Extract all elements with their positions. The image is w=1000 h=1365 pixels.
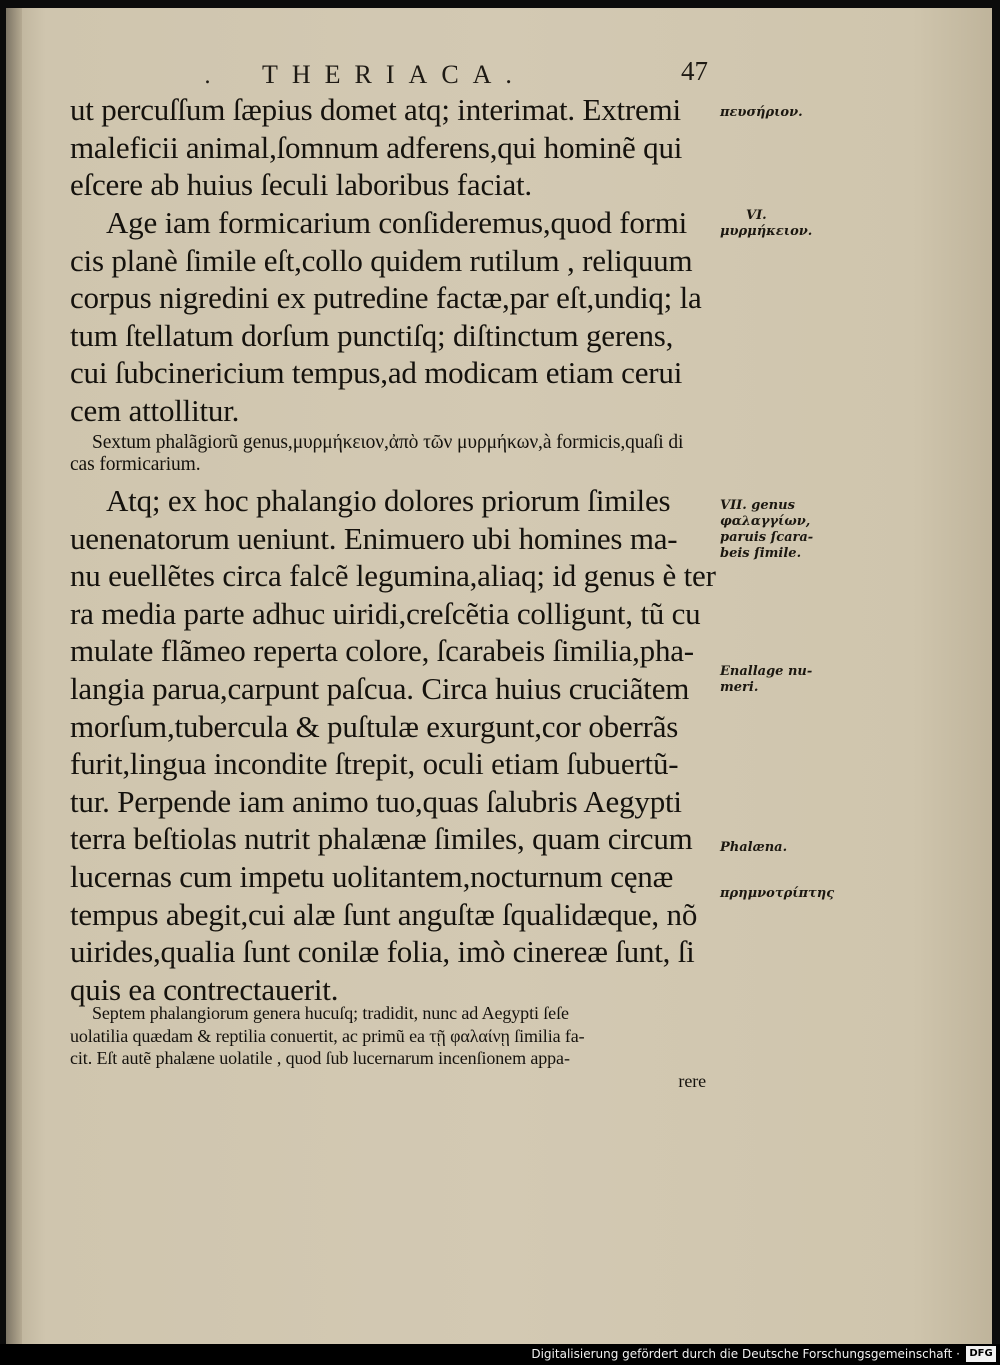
marginal-line: φαλαγγίων, bbox=[720, 514, 811, 529]
text-line: nu euellẽtes circa falcẽ legumina,aliaq; id genus è ter bbox=[70, 558, 716, 594]
text-line: uenenatorum ueniunt. Enimuero ubi homines ma- bbox=[70, 520, 678, 556]
text-line: cem attollitur. bbox=[70, 392, 240, 428]
marginal-line: VII. genus bbox=[720, 498, 795, 513]
page-number: 47 bbox=[681, 56, 708, 86]
paragraph-3 bbox=[70, 482, 720, 1008]
dfg-logo: DFG bbox=[966, 1346, 996, 1362]
marginal-line: VI. bbox=[746, 208, 767, 223]
funding-credit: Digitalisierung gefördert durch die Deutsche Forschungsgemeinschaft · bbox=[531, 1347, 960, 1361]
text-line: terra beſtiolas nutrit phalænæ ſimiles, quam circum bbox=[70, 821, 693, 857]
marginal-line: paruis ſcara- bbox=[720, 530, 814, 545]
text-line: lucernas cum impetu uolitantem,nocturnum cęnæ bbox=[70, 858, 674, 894]
text-line: uirides,qualia ſunt conilæ folia, imò cinereæ ſunt, ſi bbox=[70, 934, 695, 970]
text-line: Atq; ex hoc phalangio dolores priorum ſimiles bbox=[106, 483, 671, 518]
text-line: tempus abegit,cui alæ ſunt anguſtæ ſqualidæque, nõ bbox=[70, 896, 698, 932]
paragraph-2 bbox=[70, 204, 720, 430]
marginal-line: beis ſimile. bbox=[720, 546, 802, 561]
marginal-line: Phalæna. bbox=[720, 840, 788, 855]
text-line: morſum,tubercula & puſtulæ exurgunt,cor oberrãs bbox=[70, 708, 679, 744]
note-line: Sextum phalãgiorũ genus,μυρμήκειον,ἀπὸ τῶν μυρμήκων,à formicis,quaſi di bbox=[92, 432, 684, 453]
marginal-line: meri. bbox=[720, 680, 759, 695]
paragraph-1 bbox=[70, 91, 720, 204]
marginal-note-6 bbox=[720, 886, 835, 902]
text-line: furit,lingua incondite ſtrepit, oculi etiam ſubuertũ- bbox=[70, 746, 679, 782]
text-line: cis planè ſimile eſt,collo quidem rutilum , reliquum bbox=[70, 242, 693, 278]
note-line: cas formicarium. bbox=[70, 454, 201, 475]
text-line: quis ea contrectauerit. bbox=[70, 971, 339, 1007]
text-line: eſcere ab huius ſeculi laboribus faciat. bbox=[70, 167, 532, 203]
text-line: langia parua,carpunt paſcua. Circa huius cruciãtem bbox=[70, 670, 690, 706]
text-line: ra media parte adhuc uiridi,creſcẽtia colligunt, tũ cu bbox=[70, 595, 701, 631]
marginal-line: μυρμήκειον. bbox=[720, 224, 813, 239]
marginal-note-5 bbox=[720, 840, 830, 856]
text-line: tur. Perpende iam animo tuo,quas ſalubris Aegypti bbox=[70, 783, 682, 819]
text-line: mulate flãmeo reperta colore, ſcarabeis ſimilia,pha- bbox=[70, 633, 694, 669]
marginal-note-1 bbox=[720, 105, 830, 121]
note-line: Septem phalangiorum genera hucuſq; tradidit, nunc ad Aegypti ſeſe bbox=[92, 1003, 569, 1023]
marginal-note-2 bbox=[720, 208, 854, 240]
marginal-note-4 bbox=[720, 664, 830, 696]
note-line: uolatilia quædam & reptilia conuertit, ac primũ ea τῇ φαλαίνῃ ſimilia fa- bbox=[70, 1025, 585, 1046]
commentary-note-2 bbox=[70, 1002, 720, 1092]
note-line: cit. Eſt autẽ phalæne uolatile , quod ſub lucernarum incenſionem appa- bbox=[70, 1048, 570, 1068]
text-line: ut percuſſum ſæpius domet atq; interimat. Extremi bbox=[70, 92, 681, 127]
text-line: maleficii animal,ſomnum adferens,qui hominẽ qui bbox=[70, 129, 683, 165]
running-header bbox=[204, 54, 726, 90]
text-line: tum ſtellatum dorſum punctiſq; diſtinctum gerens, bbox=[70, 317, 674, 353]
text-line: cui ſubcinericium tempus,ad modicam etiam cerui bbox=[70, 355, 683, 391]
text-line: Age iam formicarium conſideremus,quod formi bbox=[106, 205, 688, 240]
scanned-page bbox=[6, 8, 992, 1344]
marginal-line: πρημνοτρίπτης bbox=[720, 886, 835, 901]
marginal-note-3 bbox=[720, 498, 830, 562]
page-gutter-shadow bbox=[6, 8, 22, 1344]
text-line: corpus nigredini ex putredine factæ,par eſt,undiq; la bbox=[70, 280, 702, 316]
digitization-footer bbox=[0, 1344, 1000, 1365]
marginal-line: Enallage nu- bbox=[720, 664, 813, 679]
marginal-line: πευσήριον. bbox=[720, 105, 803, 120]
running-title: THERIACA. bbox=[262, 60, 526, 89]
commentary-note-1 bbox=[70, 432, 720, 476]
header-dot: . bbox=[204, 64, 211, 89]
catchword: rere bbox=[678, 1070, 706, 1091]
